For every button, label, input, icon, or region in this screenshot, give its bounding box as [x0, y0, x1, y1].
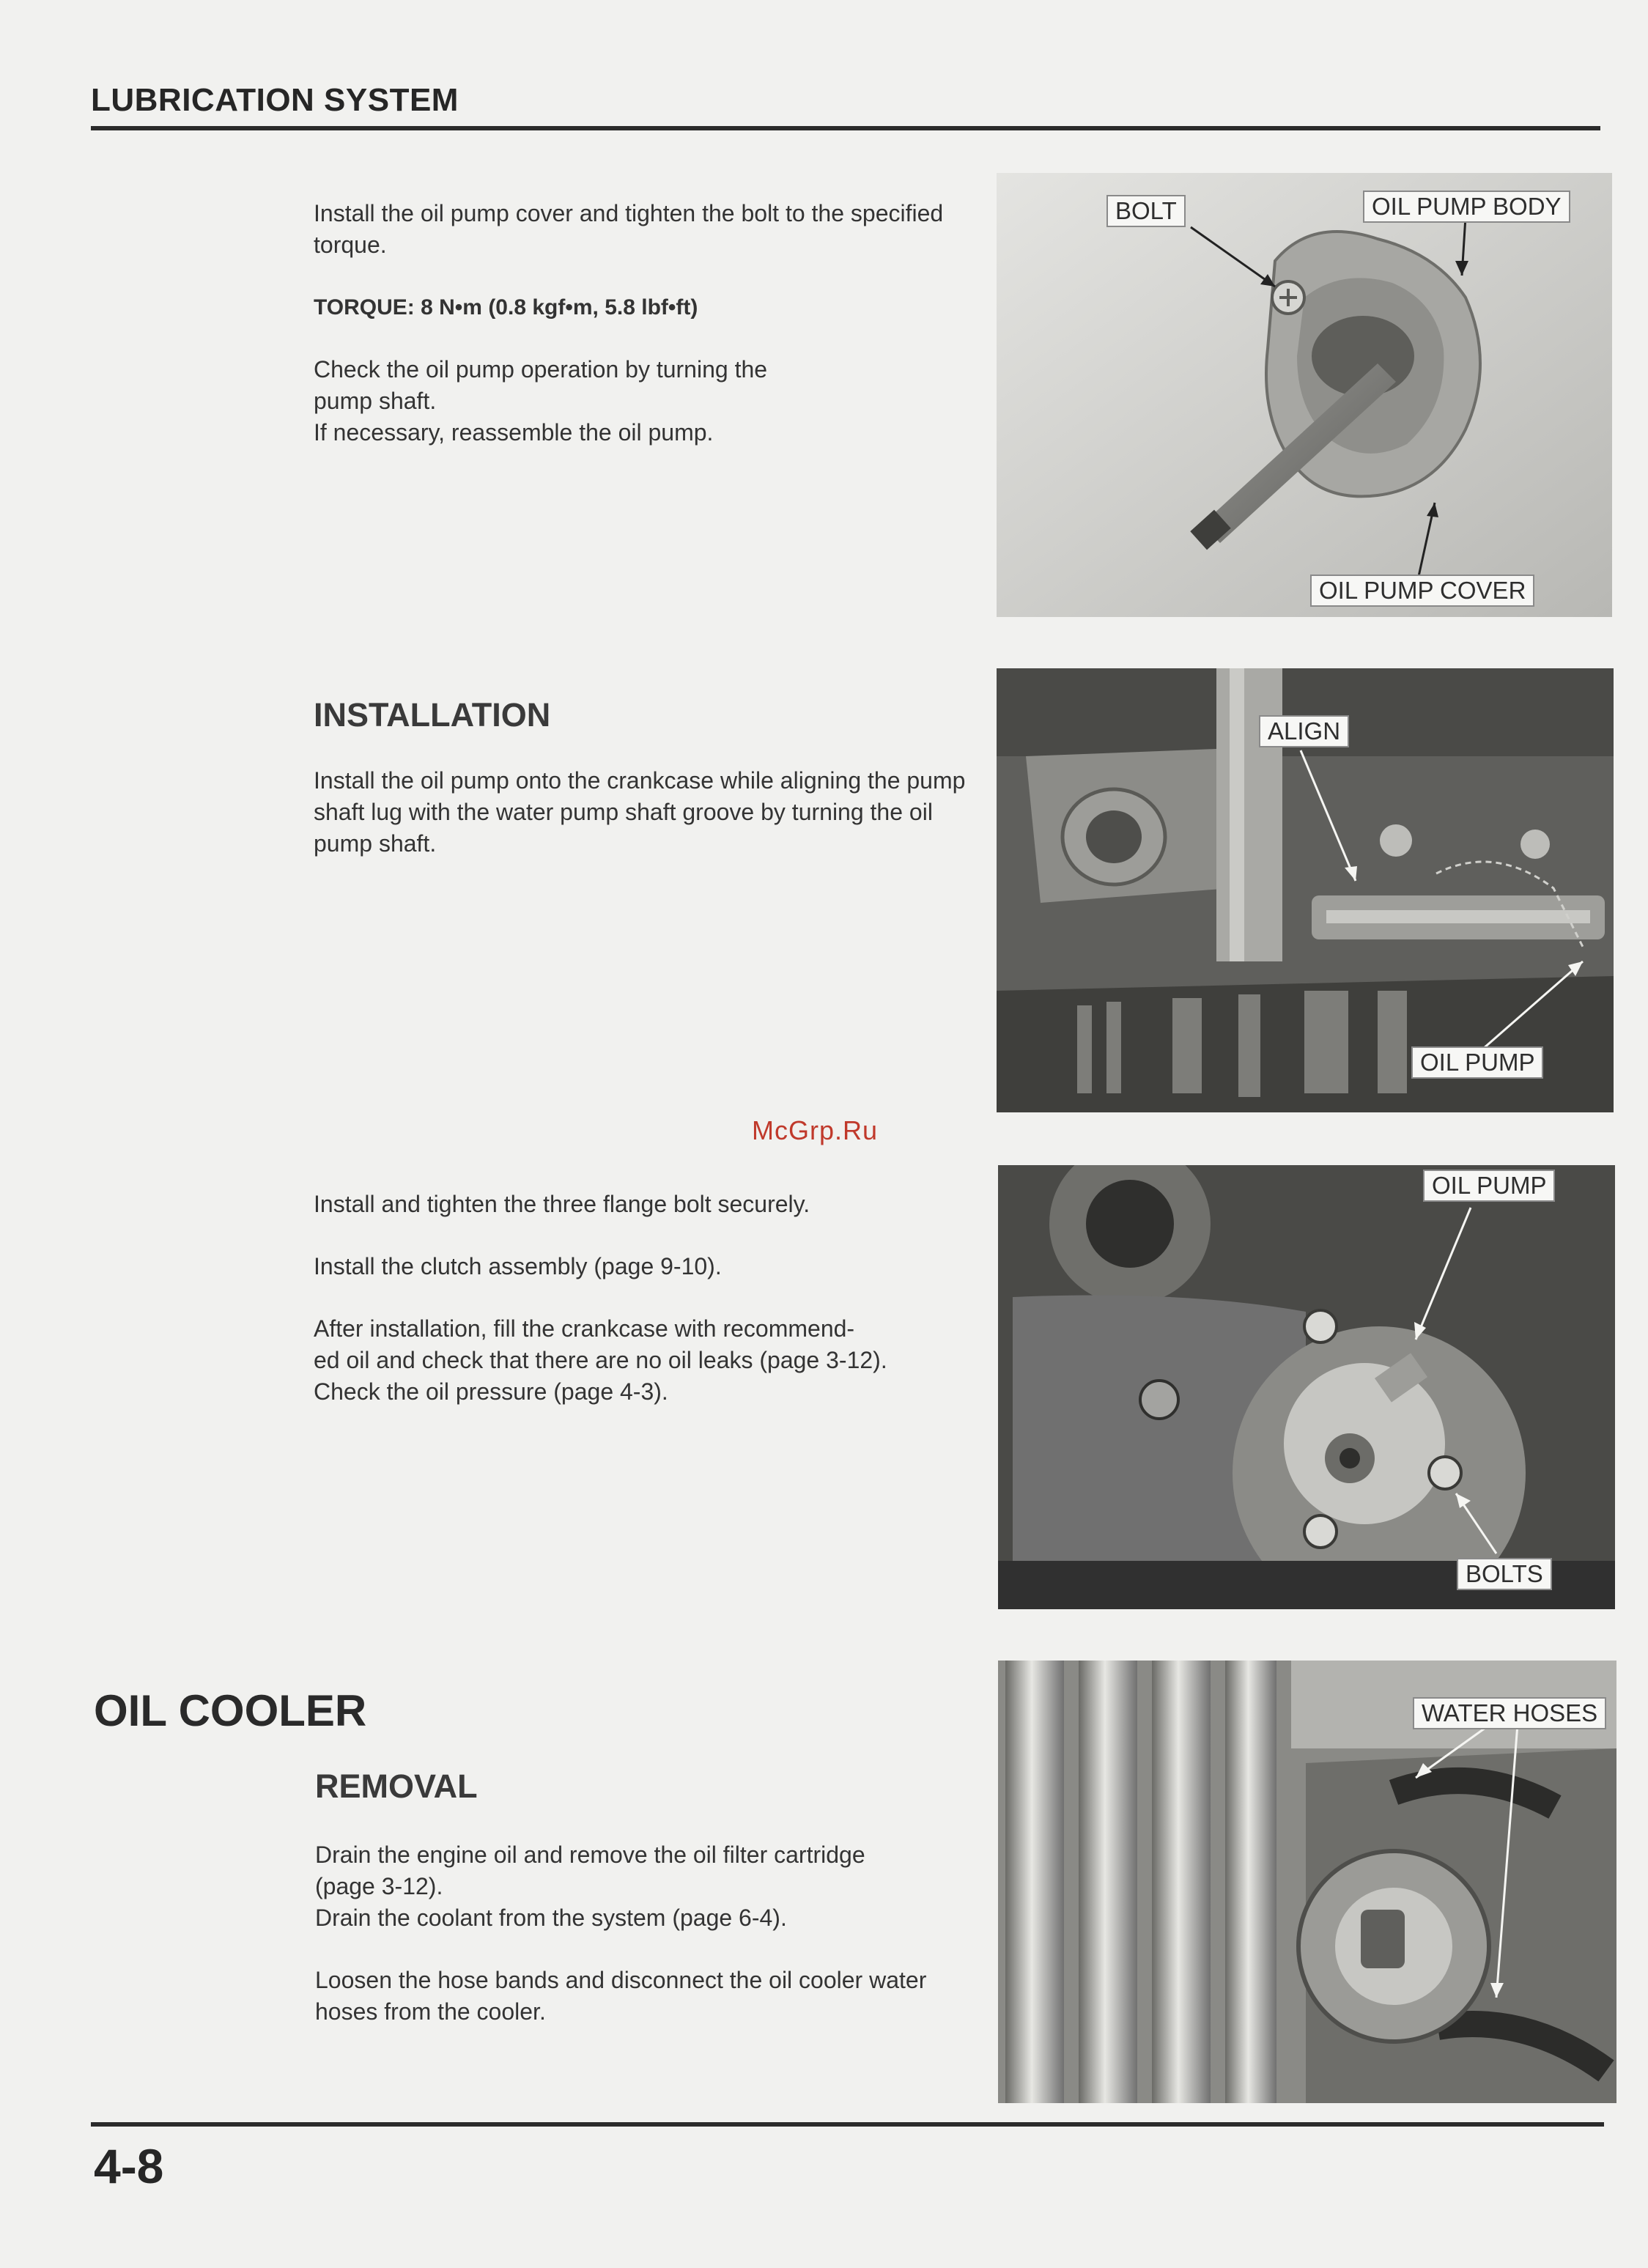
after-installation-line-3: Check the oil pressure (page 4-3).	[314, 1378, 668, 1405]
label-oil-pump-installed: OIL PUMP	[1411, 1046, 1543, 1079]
installation-heading: INSTALLATION	[314, 696, 551, 734]
install-clutch-paragraph: Install the clutch assembly (page 9-10).	[314, 1253, 722, 1279]
oil-pump-assembly-illustration	[997, 173, 1612, 617]
tighten-bolts-paragraph: Install and tighten the three flange bolt securely.	[314, 1191, 810, 1217]
flange-bolt-instructions	[314, 1189, 973, 1408]
check-operation-line-2: pump shaft.	[314, 388, 437, 414]
pump-cover-instructions	[314, 198, 973, 448]
label-oil-pump-body: OIL PUMP BODY	[1363, 191, 1570, 223]
oil-cooler-removal-instructions	[315, 1839, 975, 2028]
installation-paragraph: Install the oil pump onto the crankcase while aligning the pump shaft lug with the water pump shaft groove by turning the oil pump shaft.	[314, 767, 966, 857]
drain-oil-line-1: Drain the engine oil and remove the oil filter cartridge	[315, 1842, 865, 1868]
removal-heading: REMOVAL	[315, 1768, 478, 1805]
install-cover-paragraph: Install the oil pump cover and tighten the bolt to the specified torque.	[314, 200, 944, 258]
check-operation-line-1: Check the oil pump operation by turning the	[314, 356, 768, 383]
after-installation-line-2: ed oil and check that there are no oil leaks (page 3-12).	[314, 1347, 887, 1373]
header-rule	[91, 126, 1600, 130]
watermark: McGrp.Ru	[752, 1115, 879, 1145]
label-oil-pump-secured: OIL PUMP	[1423, 1170, 1555, 1202]
torque-spec: TORQUE: 8 N•m (0.8 kgf•m, 5.8 lbf•ft)	[314, 295, 698, 319]
page-number: 4-8	[94, 2139, 164, 2193]
oil-cooler-photo	[998, 1661, 1616, 2103]
section-header-title: LUBRICATION SYSTEM	[91, 82, 459, 118]
oil-cooler-heading: OIL COOLER	[94, 1686, 367, 1735]
after-installation-line-1: After installation, fill the crankcase with recommend-	[314, 1315, 855, 1342]
drain-oil-line-2: (page 3-12).	[315, 1873, 443, 1899]
oil-pump-assembly-photo	[997, 173, 1612, 617]
oil-pump-bolts-photo	[998, 1165, 1615, 1609]
label-water-hoses: WATER HOSES	[1413, 1697, 1606, 1729]
oil-pump-bolts-illustration	[998, 1165, 1615, 1609]
drain-coolant-line: Drain the coolant from the system (page 6-4).	[315, 1905, 787, 1931]
label-oil-pump-cover: OIL PUMP COVER	[1310, 575, 1534, 607]
label-bolt: BOLT	[1106, 195, 1186, 227]
label-align: ALIGN	[1259, 715, 1349, 747]
label-bolts: BOLTS	[1457, 1558, 1552, 1590]
check-operation-line-3: If necessary, reassemble the oil pump.	[314, 419, 714, 446]
loosen-hose-bands-paragraph: Loosen the hose bands and disconnect the oil cooler water hoses from the cooler.	[315, 1967, 927, 2025]
footer-rule	[91, 2122, 1604, 2127]
oil-pump-installation-photo	[997, 668, 1614, 1112]
